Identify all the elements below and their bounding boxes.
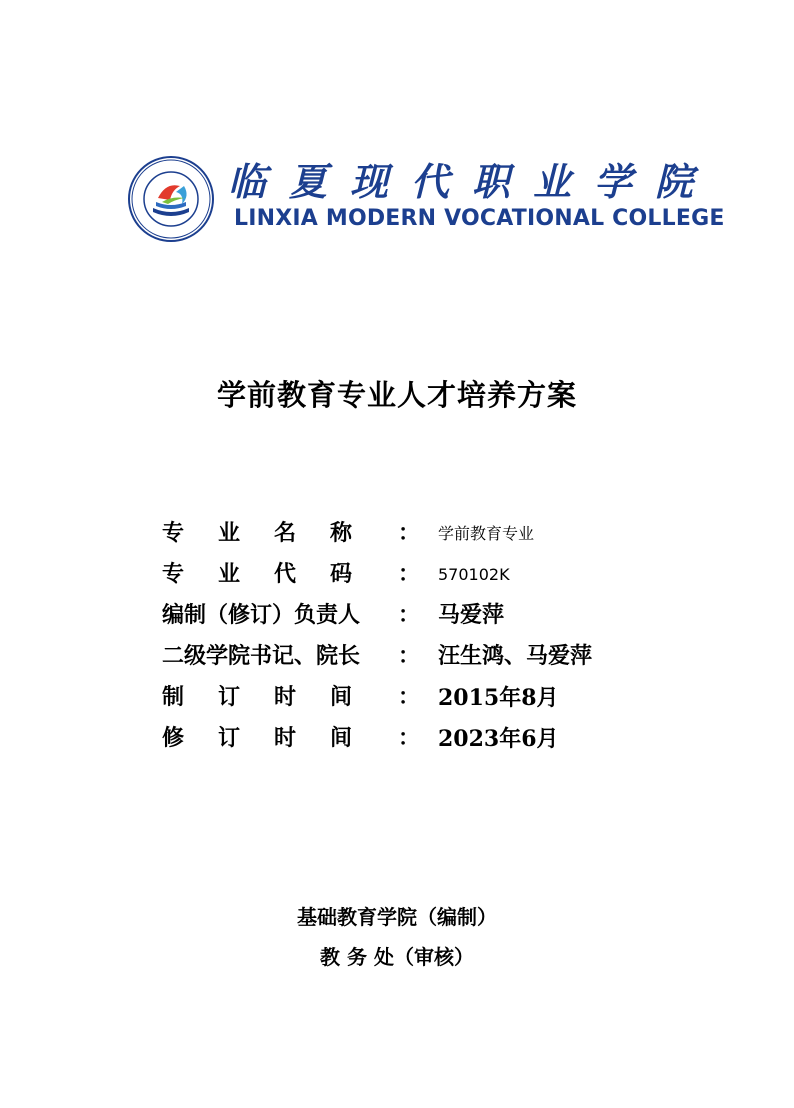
info-value: 2023年6月 (438, 726, 559, 752)
college-name-en: LINXIA MODERN VOCATIONAL COLLEGE (234, 206, 725, 231)
info-row-formulation-time (162, 676, 682, 717)
info-label: 专业代码 (162, 562, 387, 587)
info-colon: ： (398, 562, 421, 587)
info-label: 专业名称 (162, 521, 387, 546)
footer-compiler: 基础教育学院（编制） (297, 905, 497, 929)
info-row-revision-time (162, 717, 682, 758)
info-colon: ： (398, 603, 421, 628)
college-name-cn: 临夏现代职业学院 (228, 159, 717, 204)
info-row-secretary-dean (162, 635, 682, 676)
footer-reviewer: 教 务 处（审核） (320, 945, 474, 969)
info-colon: ： (398, 521, 421, 546)
document-title: 学前教育专业人才培养方案 (216, 378, 577, 412)
info-colon: ： (398, 685, 421, 710)
info-row-major-name (162, 512, 682, 553)
info-value: 2015年8月 (438, 685, 559, 711)
info-table (162, 512, 682, 758)
info-value: 学前教育专业 (438, 524, 535, 543)
info-colon: ： (398, 644, 421, 669)
info-row-major-code (162, 553, 682, 594)
info-value: 马爱萍 (438, 603, 505, 628)
info-colon: ： (398, 726, 421, 751)
info-label: 二级学院书记、院长 (162, 644, 361, 669)
info-row-responsible-person (162, 594, 682, 635)
info-label: 修订时间 (162, 726, 387, 751)
info-value: 汪生鸿、马爱萍 (438, 644, 593, 669)
info-label: 制订时间 (162, 685, 387, 710)
college-logo (128, 156, 725, 242)
info-label: 编制（修订）负责人 (162, 603, 361, 628)
college-seal-icon (128, 156, 214, 242)
info-value: 570102K (438, 565, 510, 584)
